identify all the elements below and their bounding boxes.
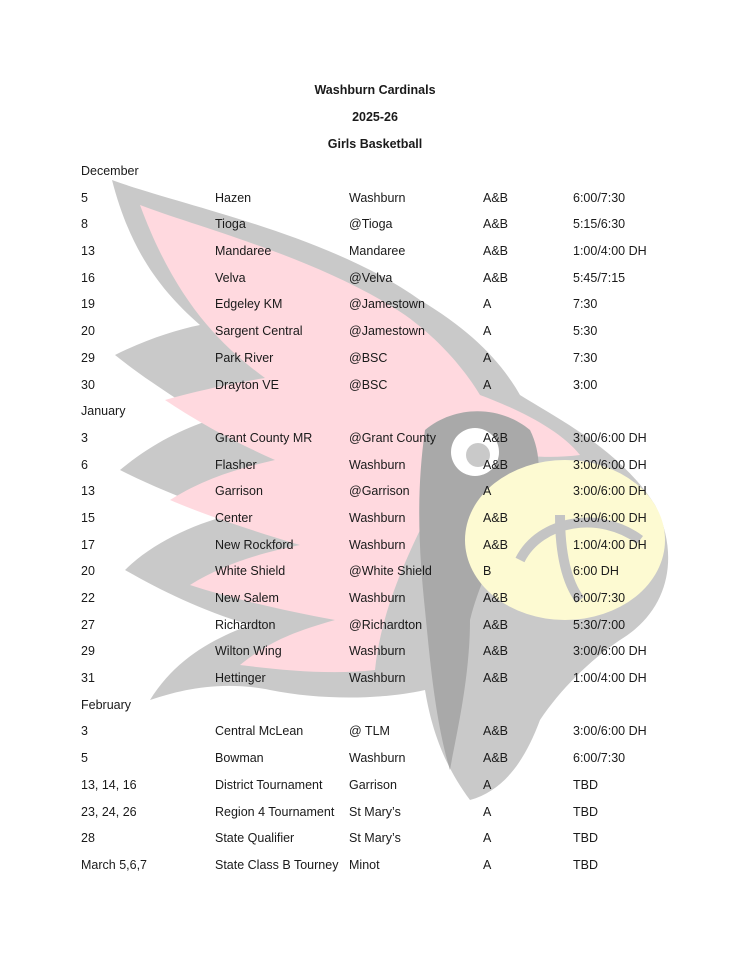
game-date: 27 [81,617,95,632]
game-time: 3:00 [573,377,598,392]
month-heading-january: January [81,404,126,419]
game-level: A [483,324,492,339]
game-time: 1:00/4:00 DH [573,244,647,259]
game-level: A&B [483,270,509,285]
game-level: A&B [483,617,509,632]
game-level: A&B [483,510,509,525]
month-heading-december: December [81,164,139,178]
game-location: @Grant County [349,430,437,445]
game-row [81,242,721,269]
game-location: Washburn [349,190,406,205]
game-time: 5:45/7:15 [573,270,626,285]
game-row [81,829,721,856]
game-row [81,482,721,509]
game-opponent: State Qualifier [215,831,295,846]
game-date: 20 [81,564,95,579]
game-location: Washburn [349,537,406,552]
game-time: 5:15/6:30 [573,217,626,232]
game-row [81,456,721,483]
game-date: 31 [81,671,95,686]
game-location: @White Shield [349,564,432,579]
game-opponent: White Shield [215,564,286,579]
game-location: Washburn [349,457,406,472]
game-opponent: Grant County MR [215,430,313,445]
game-row [81,776,721,803]
game-time: 5:30/7:00 [573,617,626,632]
game-date: 13 [81,244,95,259]
game-level: A [483,777,492,792]
game-time: 1:00/4:00 DH [573,671,647,686]
game-time: 3:00/6:00 DH [573,724,647,739]
game-location: @BSC [349,377,388,392]
game-time: 7:30 [573,297,598,312]
game-time: 5:30 [573,324,598,339]
game-row [81,189,721,216]
game-row [81,803,721,830]
game-location: St Mary’s [349,831,401,846]
game-row [81,669,721,696]
game-location: Washburn [349,751,406,766]
game-level: A&B [483,644,509,659]
game-time: TBD [573,857,598,872]
game-level: A&B [483,190,509,205]
game-opponent: Wilton Wing [215,644,282,659]
game-location: @Velva [349,270,393,285]
game-date: 29 [81,350,95,365]
game-level: A [483,350,492,365]
game-row [81,322,721,349]
game-location: Minot [349,857,380,872]
game-row [81,589,721,616]
game-time: 3:00/6:00 DH [573,430,647,445]
team-title: Washburn Cardinals [314,83,436,97]
month-heading-february: February [81,697,132,712]
game-level: A&B [483,217,509,232]
game-opponent: District Tournament [215,777,323,792]
game-date: 29 [81,644,95,659]
game-row [81,562,721,589]
game-date: 5 [81,751,88,766]
game-date: 5 [81,190,88,205]
game-level: A&B [483,430,509,445]
game-opponent: Hazen [215,190,252,205]
game-level: A&B [483,671,509,686]
game-opponent: Richardton [215,617,276,632]
schedule-table [81,162,721,883]
game-level: A [483,804,492,819]
game-row [81,295,721,322]
game-level: A&B [483,591,509,605]
game-opponent: State Class B Tourney [215,857,339,872]
game-time: TBD [573,804,598,819]
game-date: 28 [81,831,95,846]
game-location: Washburn [349,644,406,659]
game-row [81,429,721,456]
game-row [81,376,721,403]
game-opponent: Center [215,510,253,525]
game-time: 1:00/4:00 DH [573,537,647,552]
game-time: 6:00/7:30 [573,751,626,766]
game-location: @Richardton [349,617,423,632]
game-date: 3 [81,430,88,445]
game-row [81,856,721,883]
game-row [81,536,721,563]
game-date: 6 [81,457,88,472]
game-row [81,722,721,749]
game-location: @Garrison [349,484,410,499]
game-date: 19 [81,297,95,312]
game-opponent: Tioga [215,217,246,232]
game-time: 3:00/6:00 DH [573,457,647,472]
game-row [81,215,721,242]
season-title: 2025-26 [352,110,398,124]
game-date: 3 [81,724,88,739]
game-location: @Jamestown [349,297,425,312]
game-opponent: New Salem [215,591,279,605]
game-time: TBD [573,777,598,792]
game-time: 3:00/6:00 DH [573,644,647,659]
game-date: 30 [81,377,95,392]
game-opponent: Hettinger [215,671,266,686]
game-time: 6:00/7:30 [573,591,626,605]
game-location: @Jamestown [349,324,425,339]
game-level: A&B [483,751,509,766]
game-row [81,349,721,376]
game-level: B [483,564,492,579]
game-row [81,269,721,296]
sport-title: Girls Basketball [327,137,423,151]
game-row [81,616,721,643]
game-date: 8 [81,217,88,232]
game-opponent: Garrison [215,484,263,499]
game-level: A [483,484,492,499]
game-location: Garrison [349,777,397,792]
game-level: A [483,831,492,846]
game-date: 13 [81,484,95,499]
game-row [81,509,721,536]
game-row [81,642,721,669]
game-opponent: Mandaree [215,244,272,259]
game-level: A [483,857,492,872]
game-row [81,749,721,776]
game-level: A [483,377,492,392]
game-opponent: Park River [215,350,274,365]
game-time: 7:30 [573,350,598,365]
game-opponent: Velva [215,270,246,285]
game-location: @Tioga [349,217,393,232]
game-time: 6:00 DH [573,564,619,579]
game-location: St Mary’s [349,804,401,819]
game-level: A&B [483,537,509,552]
game-opponent: Bowman [215,751,264,766]
game-location: @BSC [349,350,388,365]
game-location: Mandaree [349,244,406,259]
game-date: March 5,6,7 [81,857,148,872]
game-date: 15 [81,510,95,525]
game-time: 3:00/6:00 DH [573,510,647,525]
game-level: A&B [483,457,509,472]
game-opponent: Central McLean [215,724,304,739]
game-location: Washburn [349,510,406,525]
game-date: 13, 14, 16 [81,777,137,792]
game-level: A&B [483,724,509,739]
game-level: A&B [483,244,509,259]
game-opponent: Edgeley KM [215,297,283,312]
game-date: 17 [81,537,95,552]
game-level: A [483,297,492,312]
game-location: Washburn [349,671,406,686]
game-time: 3:00/6:00 DH [573,484,647,499]
game-location: @ TLM [349,724,390,739]
game-opponent: New Rockford [215,537,294,552]
game-opponent: Sargent Central [215,324,303,339]
game-date: 22 [81,591,95,605]
game-date: 16 [81,270,95,285]
game-opponent: Drayton VE [215,377,279,392]
game-opponent: Flasher [215,457,257,472]
game-location: Washburn [349,591,406,605]
game-opponent: Region 4 Tournament [215,804,335,819]
game-date: 20 [81,324,95,339]
game-time: 6:00/7:30 [573,190,626,205]
game-date: 23, 24, 26 [81,804,137,819]
game-time: TBD [573,831,598,846]
